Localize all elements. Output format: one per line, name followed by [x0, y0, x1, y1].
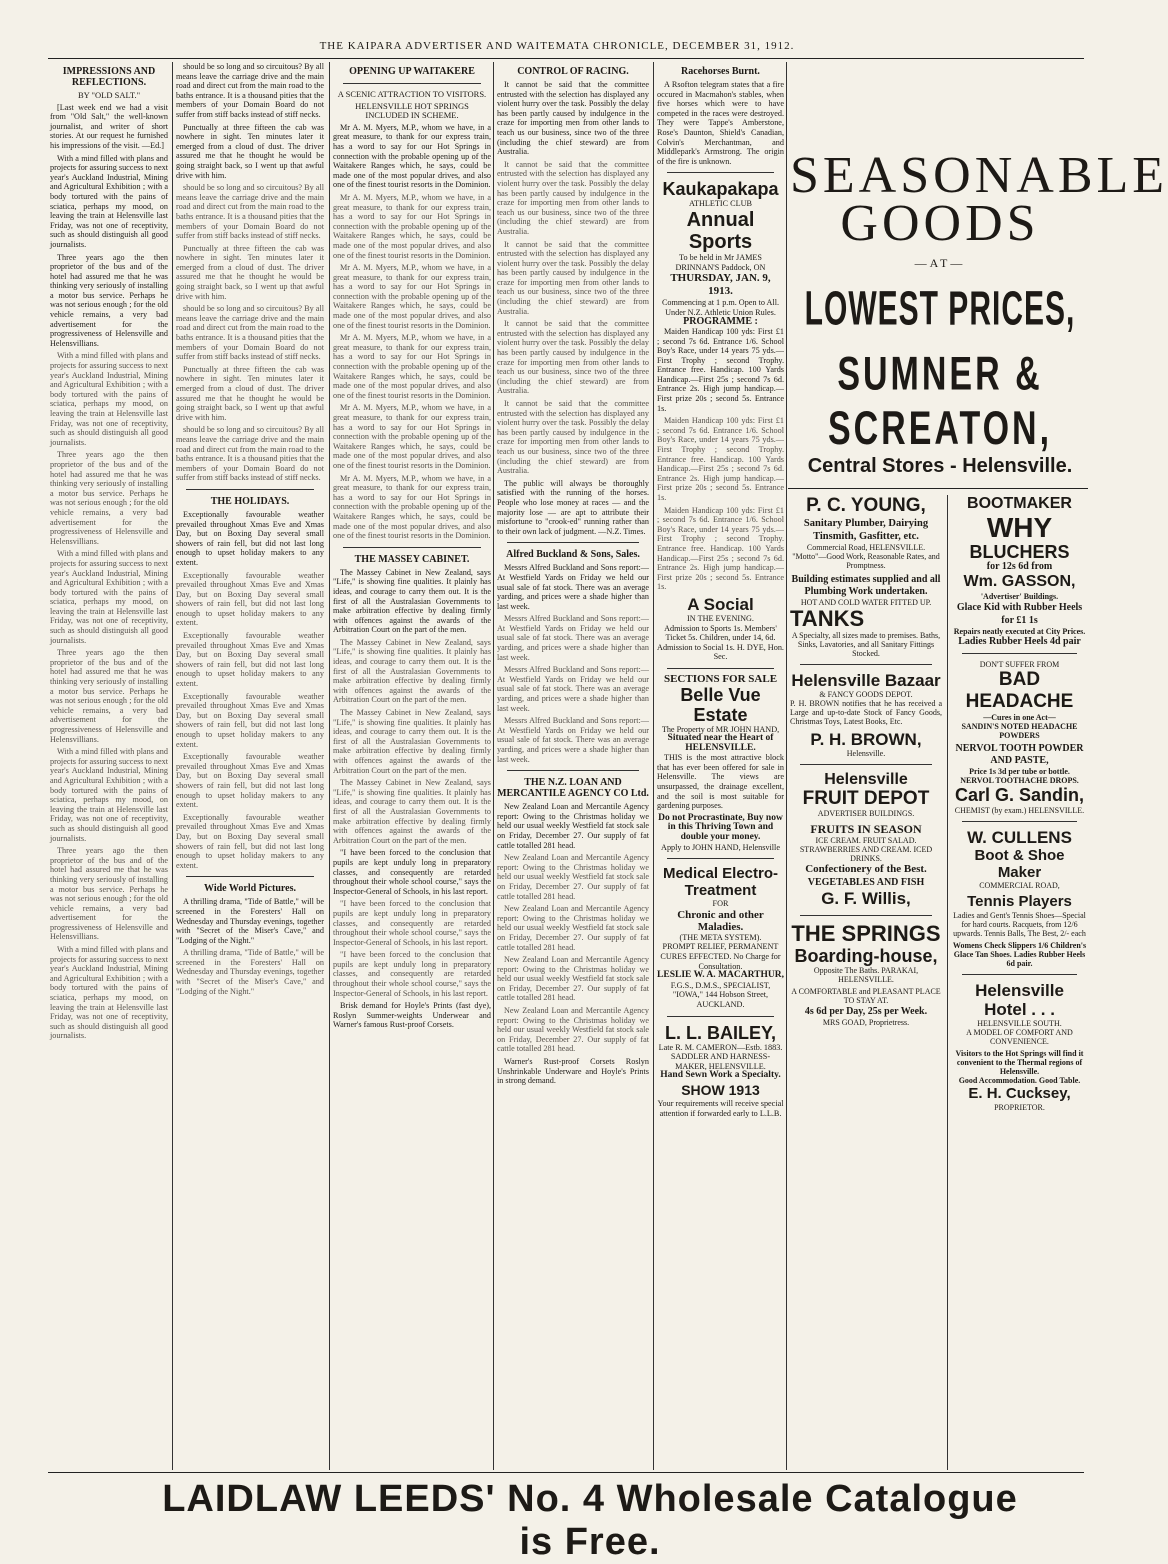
fruits-in-season: FRUITS IN SEASON [810, 822, 922, 836]
paragraph: Three years ago the then proprietor of the bus and of the hotel had assured me that he was thinking very seriously of installing a motor bus service. Perhaps he was not serious enough ; for the old vehicle remains, a very bad advertisement for the progressiveness of Helensville and Helensvillians. [50, 846, 168, 942]
chemist: CHEMIST (by exam.) HELENSVILLE. [954, 806, 1085, 815]
paragraph: "I have been forced to the conclusion that pupils are kept unduly long in preparatory classes, and consequently are retarded throughout their whole school course," says the Inspector-General of Schools, in his last report. [333, 848, 491, 896]
paragraph: Mr A. M. Myers, M.P., whom we have, in a great measure, to thank for our express train, has a word to say for our Hot Springs in connection with the probable opening up of the Waitakere Ranges which, he says, could be made one of the most popular drives, and also one of the finest tourist resorts in the Dominion. [333, 122, 491, 190]
paragraph: Mr A. M. Myers, M.P., whom we have, in a great measure, to thank for our express train, has a word to say for our Hot Springs in connection with the probable opening up of the Waitakere Ranges which, he says, could be made one of the most popular drives, and also one of the finest tourist resorts in the Dominion. [333, 263, 491, 330]
waitakere-title: OPENING UP WAITAKERE [349, 66, 475, 77]
buckland-title: Alfred Buckland & Sons, Sales. [506, 549, 640, 561]
toothache-drops: NERVOL TOOTHACHE DROPS. [960, 776, 1079, 785]
nervol-price: Price 1s 3d per tube or bottle. [969, 767, 1070, 776]
seasonable-heading: SEASONABLE [790, 147, 1168, 204]
cucksey-name: E. H. Cucksey, [968, 1085, 1071, 1102]
social-heading: A Social [687, 594, 754, 614]
show-1913: SHOW 1913 [681, 1081, 760, 1098]
paragraph: Punctually at three fifteen the cab was nowhere in sight. Ten minutes later it emerged from a cloud of dust. The driver assured me that he thought he would be going straight back, so I went up that awful drive with him. [176, 364, 324, 422]
bad-headache: BAD HEADACHE [965, 669, 1074, 712]
top-rule [48, 58, 1084, 59]
paragraph: Mr A. M. Myers, M.P., whom we have, in a great measure, to thank for our express train, has a word to say for our Hot Springs in connection with the probable opening up of the Waitakere Ranges which, he says, could be made one of the most popular drives, and also one of the finest tourist resorts in the Dominion. [333, 473, 491, 541]
bluchers: BLUCHERS [969, 542, 1070, 562]
paragraph: The Massey Cabinet in New Zealand, says "Life," is showing fine qualities. It plainly has ideas, and courage to carry them out. It is the first of all the Australasian Governments to make arbitration effective by dealing firmly with offences against the awards of the Arbitration Court on the part of the men. [333, 778, 491, 845]
paragraph: Warner's Rust-proof Corsets Roslyn Unshrinkable Underware and Hoyle's Prints in strong demand. [497, 1057, 649, 1086]
bellevue-situated: Situated near the Heart of HELENSVILLE. [667, 733, 774, 753]
ads-left-column [790, 495, 942, 1465]
paragraph: Three years ago the then proprietor of the bus and of the hotel had assured me that he was thinking very seriously of installing a motor bus service. Perhaps he was not serious enough ; for the old vehicle remains, a very bad advertisement for the progressiveness of Helensville and Helensvillians. [50, 252, 168, 348]
building-estimates: Building estimates supplied and all Plumbing Work undertaken. [791, 574, 941, 597]
chronic: Chronic and other Maladies. [677, 908, 764, 933]
meta-text: PROMPT RELIEF, PERMANENT CURES EFFECTED. No Charge for Consultation. [660, 942, 781, 971]
apply-to: Apply to JOHN HAND, Helensville [661, 842, 780, 852]
programme-text: Maiden Handicap 100 yds: First £1 ; second 7s 6d. Entrance 1/6. School Boy's Race, under 14 years 75 yds.— First Trophy ; second Trophy. Entrance free. Handicap. 100 Yards Handicap.—First 25s ; second 7s 6d. Entrance 2s. High jump handicap.—First prize 20s ; second 5s. Entrance 1s. [657, 505, 784, 592]
show-text: Your requirements will receive special attention if forwarded early to L.L.B. [657, 1098, 784, 1118]
bellevue-property: The Property of MR JOHN HAND, [661, 724, 780, 734]
divider [186, 876, 314, 877]
paragraph: New Zealand Loan and Mercantile Agency report: Owing to the Christmas holiday we held our usual weekly Westfield fat stock sale on Friday, December 27. Our supply of fat cattle totalled 281 head. [497, 904, 649, 952]
ad-rule [788, 488, 1088, 489]
paragraph: "I have been forced to the conclusion that pupils are kept unduly long in preparatory classes, and consequently are retarded throughout their whole school course," says the Inspector-General of Schools, in his last report. [333, 950, 491, 998]
paragraph: Messrs Alfred Buckland and Sons report:— At Westfield Yards on Friday we held our usual sale of fat stock. There was an average yarding, and prices were a shade higher than last week. [497, 614, 649, 662]
social-sub: IN THE EVENING. [687, 613, 754, 623]
sumner-screaton: SUMNER & SCREATON, [827, 347, 1053, 456]
paragraph: Exceptionally favourable weather prevailed throughout Xmas Eve and Xmas Day, but on Boxing Day several small showers of rain fell, but did not last long enough to upset holiday makers to any extent. [176, 570, 324, 628]
programme-heading: PROGRAMME : [683, 316, 758, 328]
medical-for: FOR [712, 899, 729, 909]
paragraph: Mr A. M. Myers, M.P., whom we have, in a great measure, to thank for our express train, has a word to say for our Hot Springs in connection with the probable opening up of the Waitakere Ranges which, he says, could be made one of the most popular drives, and also one of the finest tourist resorts in the Dominion. [333, 192, 491, 260]
column-2 [176, 62, 324, 1467]
leslie-name: LESLIE W. A. MACARTHUR, [657, 970, 784, 981]
paragraph: Messrs Alfred Buckland and Sons report:— At Westfield Yards on Friday we held our usual sale of fat stock. There was an average yarding, and prices were a shade higher than last week. [497, 665, 649, 713]
paragraph: It cannot be said that the committee entrusted with the selection has displayed any violent hurry over the task. Possibly the delay has been partly caused by indulgence in the craze for importing men from other lands to teach us our business, since two of the three (including the chief steward) are from Australia. [497, 319, 649, 396]
divider [667, 172, 774, 173]
at-text: —AT— [914, 256, 966, 270]
paragraph: Messrs Alfred Buckland and Sons report:— At Westfield Yards on Friday we held our usual sale of fat stock. There was an average yarding, and prices were a shade higher than last week. [497, 716, 649, 764]
boot-shoe-maker: Boot & Shoe Maker [974, 847, 1065, 881]
comfortable: A COMFORTABLE and PLEASANT PLACE TO STAY AT. [791, 987, 941, 1005]
laidlaw-leeds-banner: LAIDLAW LEEDS' No. 4 Wholesale Catalogue is Free. [162, 1478, 1018, 1563]
brown-town: Helensville. [846, 749, 886, 758]
hotel-south: HELENSVILLE SOUTH. [977, 1019, 1062, 1028]
repairs: Repairs neatly executed at City Prices. [953, 627, 1086, 636]
tennis-players: Tennis Players [967, 893, 1072, 910]
paragraph: Mr A. M. Myers, M.P., whom we have, in a great measure, to thank for our express train, has a word to say for our Hot Springs in connection with the probable opening up of the Waitakere Ranges which, he says, could be made one of the most popular drives, and also one of the finest tourist resorts in the Dominion. [333, 403, 491, 470]
ads-right-column [952, 495, 1087, 1465]
boarding-house: Boarding-house, [794, 946, 938, 966]
divider [667, 858, 774, 859]
tanks-heading: TANKS [790, 606, 865, 631]
social-text: Admission to Sports 1s. Members' Ticket 5s. Children, under 14, 6d. Admission to Social 1s. H. DYE, Hon. Sec. [657, 623, 784, 662]
paragraph: With a mind filled with plans and projects for assuring success to next year's Auckland Industrial, Mining and Agricultural Exhibition ; with a body tortured with the pains of sciatica, perhaps my mood, on leaving the train at Helensville last Friday, was not one of receptivity, such as should distinguish all good journalists. [50, 351, 169, 447]
paragraph: Exceptionally favourable weather prevailed throughout Xmas Eve and Xmas Day, but on Boxing Day several small showers of rain fell, but did not last long enough to upset holiday makers to any extent. [176, 509, 324, 567]
good-accommodation: Good Accommodation. Good Table. [958, 1076, 1081, 1085]
young-trade: Sanitary Plumber, Dairying Tinsmith, Gasfitter, etc. [803, 518, 929, 542]
paragraph: Exceptionally favourable weather prevailed throughout Xmas Eve and Xmas Day, but on Boxing Day several small showers of rain fell, but did not last long enough to upset holiday makers to any extent. [176, 631, 324, 689]
racing-title: CONTROL OF RACING. [517, 66, 629, 77]
why-heading: WHY [986, 512, 1053, 543]
column-3 [333, 62, 491, 1467]
divider [343, 83, 481, 84]
lowest-prices: LOWEST PRICES, [804, 282, 1076, 336]
waitakere-subtitle: A SCENIC ATTRACTION TO VISITORS. [337, 89, 487, 99]
paragraph: "I have been forced to the conclusion that pupils are kept unduly long in preparatory classes, and consequently are retarded throughout their whole school course," says the Inspector-General of Schools, in his last report. [333, 899, 491, 947]
kaukapakapa-heading: Kaukapakapa [662, 179, 779, 200]
sumner-screaton-ad [790, 62, 1168, 482]
racehorses-title: Racehorses Burnt. [681, 66, 760, 77]
medical-heading: Medical Electro-Treatment [662, 865, 779, 900]
paragraph: It cannot be said that the committee entrusted with the selection has displayed any violent hurry over the task. Possibly the delay has been partly caused by indulgence in the craze for importing men from other lands to teach us our business, since two of the three (including the chief steward) are from Australia. [497, 159, 649, 236]
paragraph: Brisk demand for Hoyle's Prints (fast dye), Roslyn Summer-weights Underwear and Warner's famous Rust-proof Corsets. [333, 1001, 491, 1030]
column-4 [497, 62, 649, 1467]
divider [800, 915, 932, 916]
sandin-name: Carl G. Sandin, [954, 785, 1085, 805]
paragraph: It cannot be said that the committee entrusted with the selection has displayed any violent hurry over the task. Possibly the delay has been partly caused by indulgence in the craze for importing men from other lands to teach us our business, since two of the three (including the chief steward) are from Australia. [497, 239, 649, 316]
proprietor: PROPRIETOR. [994, 1103, 1045, 1112]
tanks-text: A Specialty, all sizes made to premises. Baths, Sinks, Lavatories, and all Sanitary Fittings Stocked. [791, 631, 941, 658]
fruit-town: Helensville [824, 771, 908, 788]
paragraph: With a mind filled with plans and projects for assuring success to next year's Auckland Industrial, Mining and Agricultural Exhibition ; with a body tortured with the pains of sciatica, perhaps my mood, on leaving the train at Helensville last Friday, was not one of receptivity, such as should distinguish all good journalists. [50, 945, 169, 1041]
holidays-title: THE HOLIDAYS. [210, 495, 290, 507]
paragraph: Exceptionally favourable weather prevailed throughout Xmas Eve and Xmas Day, but on Boxing Day several small showers of rain fell, but did not last long enough to upset holiday makers to any extent. [176, 752, 324, 810]
column-divider [653, 62, 654, 1470]
paragraph: should be so long and so circuitous? By all means leave the carriage drive and the main road and direct cut from the main road to the baths entrance. It is a thousand pities that the members of your Domain Board do not suffer from stiff backs instead of stiff necks. [176, 183, 324, 241]
procrastinate: Do not Procrastinate, Buy now in this Thriving Town and double your money. [658, 812, 783, 843]
goods-heading: GOODS [840, 195, 1040, 252]
paragraph: Three years ago the then proprietor of the bus and of the hotel had assured me that he was thinking very seriously of installing a motor bus service. Perhaps he was not serious enough ; for the old vehicle remains, a very bad advertisement for the progressiveness of Helensville and Helensvillians. [50, 450, 168, 546]
programme-text: Maiden Handicap 100 yds: First £1 ; second 7s 6d. Entrance 1/6. School Boy's Race, under 14 years 75 yds.— First Trophy ; second Trophy. Entrance free. Handicap. 100 Yards Handicap.—First 25s ; second 7s 6d. Entrance 2s. High jump handicap.—First prize 20s ; second 5s. Entrance 1s. [657, 326, 784, 413]
paragraph: The public will always be thoroughly satisfied with the running of the horses. People who lose money at races — and the majority lose — are apt to attribute their misfortune to "crook-ed" running rather than to their own lack of judgment. —N.Z. Times. [497, 478, 649, 536]
paragraph: A Rsofton telegram states that a fire occured in Macmahon's stables, when five horses which were to have competed in the races were destroyed. They were Tappe's Amberstone, Rose's Daunton, Shield's Canadian, Colvin's Merchantman, and Middlepark's Armstrong. The origin of the fire is unknown. [657, 80, 784, 166]
paragraph: Exceptionally favourable weather prevailed throughout Xmas Eve and Xmas Day, but on Boxing Day several small showers of rain fell, but did not last long enough to upset holiday makers to any extent. [176, 691, 324, 749]
column-divider [329, 62, 330, 1470]
impressions-title: IMPRESSIONS AND REFLECTIONS. [62, 66, 156, 88]
paragraph: New Zealand Loan and Mercantile Agency report: Owing to the Christmas holiday we held our usual weekly Westfield fat stock sale on Friday, December 27. Our supply of fat cattle totalled 281 head. [497, 1006, 649, 1054]
tennis-text: Ladies and Gent's Tennis Shoes—Special for hard courts. Racquets, from 12/6 upwards. Tennis Balls, The Best, 2/- each [953, 911, 1086, 938]
hotel-name: Helensville Hotel . . . [975, 981, 1064, 1019]
commercial-road: COMMERCIAL ROAD, [979, 881, 1060, 890]
confectionery: Confectionery of the Best. [805, 863, 927, 875]
paragraph: Punctually at three fifteen the cab was nowhere in sight. Ten minutes later it emerged from a cloud of dust. The driver assured me that he thought he would be going straight back, so I went up that awful drive with him. [176, 243, 324, 301]
paragraph: should be so long and so circuitous? By all means leave the carriage drive and the main road and direct cut from the main road to the baths entrance. It is a thousand pities that the members of your Domain Board do not suffer from stiff backs instead of stiff necks. [176, 62, 324, 119]
hot-water: HOT AND COLD WATER FITTED UP. [800, 598, 932, 607]
programme-text: Maiden Handicap 100 yds: First £1 ; second 7s 6d. Entrance 1/6. School Boy's Race, under 14 years 75 yds.— First Trophy ; second Trophy. Entrance free. Handicap. 100 Yards Handicap.—First 25s ; second 7s 6d. Entrance 2s. High jump handicap.—First prize 20s ; second 5s. Entrance 1s. [657, 416, 784, 502]
paragraph: New Zealand Loan and Mercantile Agency report: Owing to the Christmas holiday we held our usual weekly Westfield fat stock sale on Friday, December 27. Our supply of fat cattle totalled 281 head. [497, 853, 649, 901]
divider [667, 668, 774, 669]
paragraph: The Massey Cabinet in New Zealand, says "Life," is showing fine qualities. It plainly has ideas, and courage to carry them out. It is the first of all the Australasian Governments to make arbitration effective by dealing firmly with offences against the awards of the Arbitration Court on the part of the men. [333, 567, 491, 635]
brown-name: P. H. BROWN, [810, 730, 922, 749]
divider [962, 821, 1077, 822]
paragraph: should be so long and so circuitous? By all means leave the carriage drive and the main road and direct cut from the main road to the baths entrance. It is a thousand pities that the members of your Domain Board do not suffer from stiff backs instead of stiff necks. [176, 425, 324, 483]
column-divider [172, 62, 173, 1470]
divider [507, 770, 639, 771]
paragraph: It cannot be said that the committee entrusted with the selection has displayed any violent hurry over the task. Possibly the delay has been partly caused by indulgence in the craze for importing men from other lands to teach us our business, since two of the three (including the chief steward) are from Australia. [497, 399, 649, 476]
divider [186, 489, 314, 490]
ice-cream: ICE CREAM. FRUIT SALAD. STRAWBERRIES AND CREAM. ICED DRINKS. [799, 836, 933, 863]
column-divider [786, 62, 787, 1470]
nzloan-title: THE N.Z. LOAN AND MERCANTILE AGENCY CO Ltd. [497, 777, 649, 800]
athletic-club: ATHLETIC CLUB [689, 199, 752, 209]
paragraph: It cannot be said that the committee entrusted with the selection has displayed any violent hurry over the task. Possibly the delay has been partly caused by indulgence in the craze for importing men from other lands to teach us our business, since two of the three (including the chief steward) are from Australia. [497, 80, 649, 157]
divider [962, 974, 1077, 975]
column-divider [493, 62, 494, 1470]
divider [507, 542, 639, 543]
paragraph: Mr A. M. Myers, M.P., whom we have, in a great measure, to thank for our express train, has a word to say for our Hot Springs in connection with the probable opening up of the Waitakere Ranges which, he says, could be made one of the most popular drives, and also one of the finest tourist resorts in the Dominion. [333, 333, 491, 400]
tariff: 4s 6d per Day, 25s per Week. [804, 1006, 928, 1017]
paragraph: A thrilling drama, "Tide of Battle," will be screened in the Foresters' Hall on Wednesday and Thursday evenings, together with "Secret of the Miser's Cave," and "Lodging of the Night." [176, 948, 324, 996]
willis-name: G. F. Willis, [821, 889, 911, 908]
bazaar-heading: Helensville Bazaar [791, 671, 941, 690]
paragraph: New Zealand Loan and Mercantile Agency report: Owing to the Christmas holiday we held our usual weekly Westfield fat stock sale on Friday, December 27. Our supply of fat cattle totalled 281 head. [497, 955, 649, 1003]
ladies-heels: Ladies Rubber Heels 4d pair [958, 636, 1081, 647]
meta-system: (THE META SYSTEM). [679, 932, 762, 942]
paragraph: New Zealand Loan and Mercantile Agency report: Owing to the Christmas holiday we held our usual weekly Westfield fat stock sale on Friday, December 27. Our supply of fat cattle totalled 281 head. [497, 802, 649, 850]
paragraph: A thrilling drama, "Tide of Battle," will be screened in the Foresters' Hall on Wednesday and Thursday evenings, together with "Secret of the Miser's Cave," and "Lodging of the Night." [176, 897, 324, 945]
bellevue-heading: Belle Vue Estate [680, 684, 761, 725]
dont-suffer: DON'T SUFFER FROM [979, 660, 1060, 669]
paragraph: Messrs Alfred Buckland and Sons report:— At Westfield Yards on Friday we held our usual sale of fat stock. There was an average yarding, and prices were a shade higher than last week. [497, 563, 649, 611]
advertiser-buildings: 'Advertiser' Buildings. [980, 592, 1059, 601]
glace-kid: Glace Kid with Rubber Heels for £1 1s [956, 602, 1083, 626]
womens-slippers: Womens Check Slippers 1/6 Children's Glace Tan Shoes. Ladies Rubber Heels 6d pair. [952, 941, 1087, 968]
cures: —Cures in one Act— [983, 713, 1056, 722]
bellevue-text: THIS is the most attractive block that has ever been offered for sale in Helensville. The views are unsurpassed, the drainage excellent, and the soil is most suitable for gardening purposes. [657, 753, 784, 811]
cullens-name: W. CULLENS [967, 828, 1072, 847]
paragraph: With a mind filled with plans and projects for assuring success to next year's Auckland Industrial, Mining and Agricultural Exhibition ; with a body tortured with the pains of sciatica, perhaps my mood, on leaving the train at Helensville last Friday, was not one of receptivity, such as should distinguish all good journalists. [50, 549, 169, 645]
central-stores: Central Stores - Helensville. [807, 455, 1073, 477]
column-divider [947, 495, 948, 1470]
headache-powders: SANDIN'S NOTED HEADACHE POWDERS [961, 722, 1078, 740]
waitakere-subtitle-2: HELENSVILLE HOT SPRINGS INCLUDED IN SCHEME. [355, 100, 469, 121]
divider [962, 653, 1077, 654]
model-comfort: A MODEL OF COMFORT AND CONVENIENCE. [966, 1028, 1073, 1046]
column-1 [50, 62, 168, 1467]
parakai: Opposite The Baths. PARAKAI, HELENSVILLE. [813, 966, 919, 984]
commence-text: Commencing at 1 p.m. Open to All. Under N.Z. Athletic Union Rules. [661, 298, 780, 317]
paragraph: The Massey Cabinet in New Zealand, says "Life," is showing fine qualities. It plainly has ideas, and courage to carry them out. It is the first of all the Australasian Governments to make arbitration effective by dealing firmly with offences against the awards of the Arbitration Court on the part of the men. [333, 637, 491, 705]
impressions-byline: BY "OLD SALT." [77, 90, 141, 100]
young-name: P. C. YOUNG, [806, 495, 926, 516]
gasson-name: Wm. GASSON, [963, 573, 1076, 590]
bootmaker: BOOTMAKER [967, 495, 1072, 512]
paragraph: [Last week end we had a visit from "Old Salt," the well-known journalist, and writer of short stories. At our request he furnished his impressions of the visit. —Ed.] [50, 102, 168, 150]
masthead: THE KAIPARA ADVERTISER AND WAITEMATA CHRONICLE, DECEMBER 31, 1912. [319, 40, 795, 52]
bailey-text: Late R. M. CAMERON—Estb. 1883. SADDLER AND HARNESS-MAKER, HELENSVILLE. [658, 1042, 783, 1071]
paragraph: Three years ago the then proprietor of the bus and of the hotel had assured me that he was thinking very seriously of installing a motor bus service. Perhaps he was not serious enough ; for the old vehicle remains, a very bad advertisement for the progressiveness of Helensville and Helensvillians. [50, 648, 168, 744]
bottom-rule [48, 1472, 1084, 1473]
vegetables-fish: VEGETABLES AND FISH [807, 877, 925, 888]
order-price: for 12s 6d from [986, 561, 1053, 572]
divider [800, 764, 932, 765]
paragraph: The Massey Cabinet in New Zealand, says "Life," is showing fine qualities. It plainly has ideas, and courage to carry them out. It is the first of all the Australasian Governments to make arbitration effective by dealing firmly with offences against the awards of the Arbitration Court on the part of the men. [333, 708, 491, 775]
paragraph: should be so long and so circuitous? By all means leave the carriage drive and the main road and direct cut from the main road to the baths entrance. It is a thousand pities that the members of your Domain Board do not suffer from stiff backs instead of stiff necks. [176, 304, 324, 362]
fancy-goods: & FANCY GOODS DEPOT. [819, 690, 913, 699]
sections-heading: SECTIONS FOR SALE [663, 672, 778, 685]
fruit-depot: FRUIT DEPOT [802, 788, 930, 809]
held-at: To be held in Mr JAMES DRINNAN'S Paddock, ON [675, 252, 766, 272]
wide-world-title: Wide World Pictures. [204, 883, 296, 895]
divider [343, 547, 481, 548]
bailey-name: L. L. BAILEY, [664, 1022, 776, 1043]
young-address: Commercial Road, HELENSVILLE. "Motto"—Good Work, Reasonable Rates, and Promptness. [792, 543, 940, 570]
annual-sports: Annual Sports [686, 208, 755, 253]
paragraph: Punctually at three fifteen the cab was nowhere in sight. Ten minutes later it emerged from a cloud of dust. The driver assured me that he thought he would be going straight back, so I went up that awful drive with him. [176, 122, 324, 180]
paragraph: With a mind filled with plans and projects for assuring success to next year's Auckland Industrial, Mining and Agricultural Exhibition ; with a body tortured with the pains of sciatica, perhaps my mood, on leaving the train at Helensville last Friday, was not one of receptivity, such as should distinguish all good journalists. [50, 747, 169, 843]
leslie-text: F.G.S., D.M.S., SPECIALIST, "IOWA," 144 Hobson Street, AUCKLAND. [670, 980, 771, 1009]
visitors-text: Visitors to the Hot Springs will find it convenient to the Thermal regions of Helensville. [955, 1049, 1084, 1076]
nervol-powder: NERVOL TOOTH POWDER AND PASTE, [955, 743, 1084, 766]
springs-heading: THE SPRINGS [791, 921, 941, 946]
paragraph: With a mind filled with plans and projects for assuring success to next year's Auckland Industrial, Mining and Agricultural Exhibition ; with a body tortured with the pains of sciatica, perhaps my mood, on leaving the train at Helensville last Friday, was not one of receptivity, such as should distinguish all good journalists. [50, 153, 169, 249]
sports-date: THURSDAY, JAN. 9, 1913. [670, 272, 771, 298]
divider [667, 1016, 774, 1017]
mrs-goad: MRS GOAD, Proprietress. [822, 1018, 910, 1027]
brown-text: P. H. BROWN notifies that he has received a Large and up-to-date Stock of Fancy Goods, Christmas Toys, Latest Books, Etc. [790, 699, 942, 726]
hand-sewn: Hand Sewn Work a Specialty. [660, 1070, 781, 1081]
massey-title: THE MASSEY CABINET. [354, 553, 470, 565]
paragraph: Exceptionally favourable weather prevailed throughout Xmas Eve and Xmas Day, but on Boxing Day several small showers of rain fell, but did not last long enough to upset holiday makers to any extent. [176, 812, 324, 870]
divider [800, 664, 932, 665]
fruit-address: ADVERTISER BUILDINGS. [817, 809, 915, 818]
column-5 [657, 62, 784, 1467]
